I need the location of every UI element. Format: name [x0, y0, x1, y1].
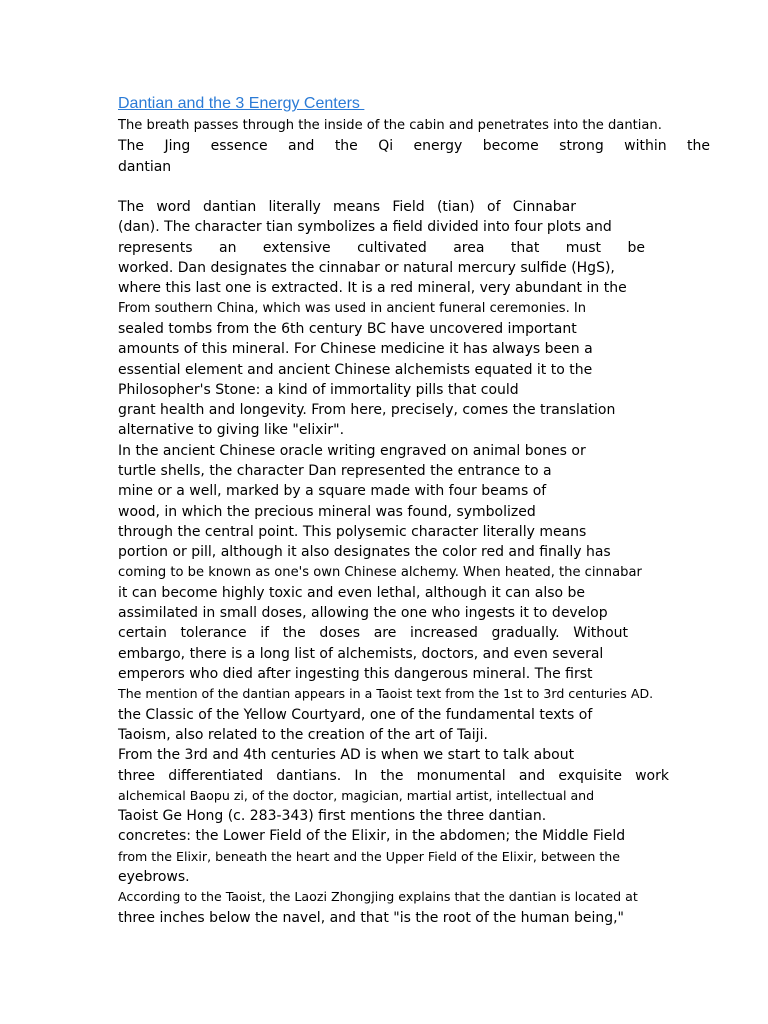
- text-line: assimilated in small doses, allowing the one who ingests it to develop: [118, 605, 608, 622]
- text-line: mine or a well, marked by a square made with four beams of: [118, 483, 547, 500]
- text-line: represents an extensive cultivated area that must be: [118, 239, 645, 256]
- text-line: eyebrows.: [118, 868, 190, 885]
- text-line: amounts of this mineral. For Chinese medicine it has always been a: [118, 341, 593, 358]
- text-line: dantian: [118, 158, 172, 175]
- text-line: alchemical Baopu zi, of the doctor, magician, martial artist, intellectual and: [118, 787, 595, 803]
- document-body: [118, 116, 710, 928]
- document-page: [118, 92, 710, 928]
- text-line: In the ancient Chinese oracle writing engraved on animal bones or: [118, 442, 586, 459]
- text-line: three inches below the navel, and that "is the root of the human being,": [118, 909, 624, 926]
- text-line: Taoist Ge Hong (c. 283-343) first mentions the three dantian.: [118, 808, 547, 825]
- text-line: The breath passes through the inside of the cabin and penetrates into the dantian.: [118, 118, 662, 133]
- text-line: concretes: the Lower Field of the Elixir, in the abdomen; the Middle Field: [118, 828, 626, 845]
- text-line: wood, in which the precious mineral was found, symbolized: [118, 503, 536, 520]
- document-title[interactable]: Dantian and the 3 Energy Centers: [118, 95, 365, 112]
- text-line: The Jing essence and the Qi energy become strong within the: [118, 138, 710, 155]
- text-line: sealed tombs from the 6th century BC have uncovered important: [118, 320, 577, 337]
- text-line: the Classic of the Yellow Courtyard, one of the fundamental texts of: [118, 706, 593, 723]
- text-line: from the Elixir, beneath the heart and the Upper Field of the Elixir, between the: [118, 848, 621, 864]
- text-line: From the 3rd and 4th centuries AD is when we start to talk about: [118, 747, 575, 764]
- text-line: alternative to giving like "elixir".: [118, 422, 345, 439]
- text-line: (dan). The character tian symbolizes a field divided into four plots and: [118, 219, 612, 236]
- text-line: From southern China, which was used in ancient funeral ceremonies. In: [118, 300, 587, 316]
- text-line: turtle shells, the character Dan represented the entrance to a: [118, 463, 552, 480]
- text-line: where this last one is extracted. It is a red mineral, very abundant in the: [118, 280, 627, 297]
- text-line: The mention of the dantian appears in a Taoist text from the 1st to 3rd centuries AD.: [118, 686, 654, 702]
- blank-line: [118, 177, 710, 197]
- text-line: grant health and longevity. From here, precisely, comes the translation: [118, 402, 616, 419]
- text-line: Philosopher's Stone: a kind of immortality pills that could: [118, 381, 519, 398]
- text-line: Taoism, also related to the creation of the art of Taiji.: [118, 726, 488, 743]
- text-line: According to the Taoist, the Laozi Zhongjing explains that the dantian is located at: [118, 889, 638, 905]
- text-line: essential element and ancient Chinese alchemists equated it to the: [118, 361, 593, 378]
- text-line: it can become highly toxic and even lethal, although it can also be: [118, 584, 586, 601]
- text-line: worked. Dan designates the cinnabar or natural mercury sulfide (HgS),: [118, 260, 615, 277]
- text-line: through the central point. This polysemic character literally means: [118, 523, 587, 540]
- text-line: three differentiated dantians. In the monumental and exquisite work: [118, 767, 669, 784]
- text-line: coming to be known as one's own Chinese alchemy. When heated, the cinnabar: [118, 564, 642, 580]
- text-line: certain tolerance if the doses are increased gradually. Without: [118, 625, 628, 642]
- text-line: embargo, there is a long list of alchemists, doctors, and even several: [118, 645, 604, 662]
- text-line: emperors who died after ingesting this dangerous mineral. The first: [118, 666, 593, 683]
- text-line: portion or pill, although it also designates the color red and finally has: [118, 544, 611, 561]
- text-line: The word dantian literally means Field (tian) of Cinnabar: [118, 199, 576, 216]
